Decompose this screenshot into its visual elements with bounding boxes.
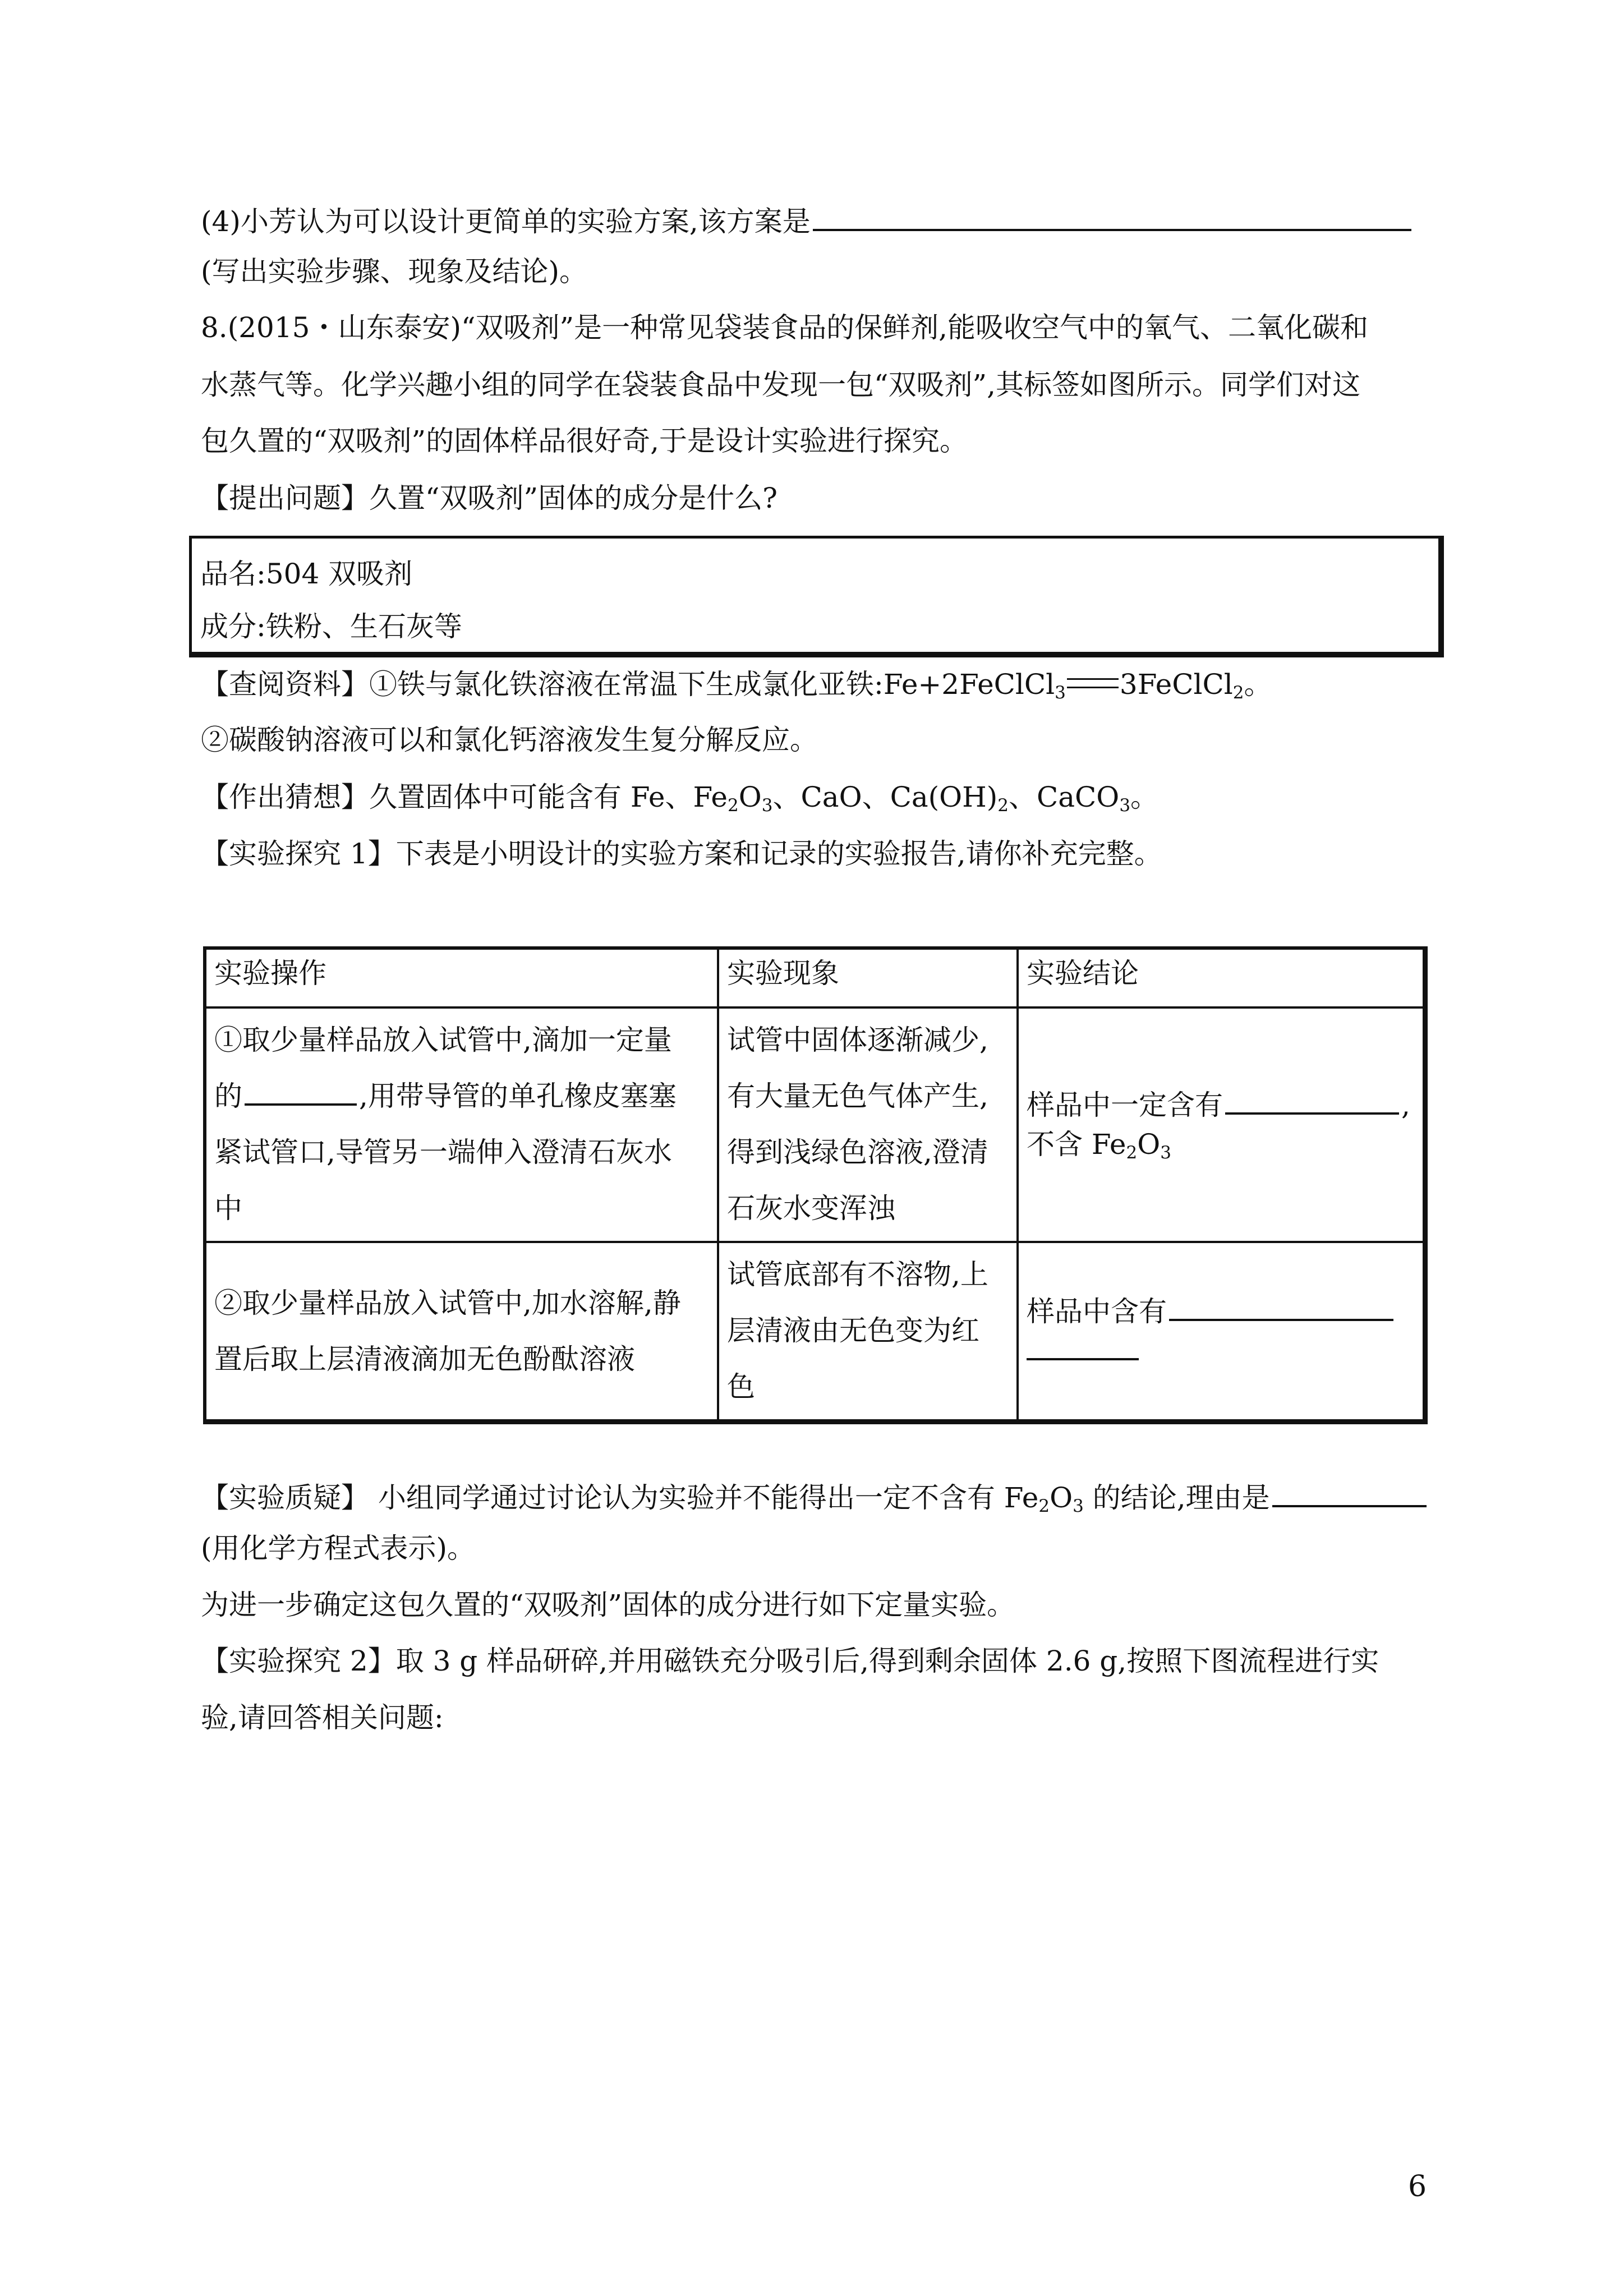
header-conclusion: 实验结论 — [1018, 948, 1425, 1007]
q8-question: 【提出问题】久置“双吸剂”固体的成分是什么? — [201, 482, 778, 514]
row2-phenomenon: 试管底部有不溶物,上 层清液由无色变为红 色 — [718, 1242, 1018, 1422]
explore-1-intro: 【实验探究 1】下表是小明设计的实验方案和记录的实验报告,请你补充完整。 — [201, 838, 1162, 870]
page-number: 6 — [1408, 2170, 1427, 2203]
table-row — [205, 1242, 1425, 1422]
explore-2-line-1: 【实验探究 2】取 3 g 样品研碎,并用磁铁充分吸引后,得到剩余固体 2.6 g,按照下图流程进行实 — [201, 1645, 1379, 1677]
conclusion-blank[interactable] — [1225, 1084, 1399, 1115]
row2-operation: ②取少量样品放入试管中,加水溶解,静 置后取上层清液滴加无色酚酞溶液 — [205, 1242, 718, 1422]
q8-intro-1: 8.(2015・山东泰安)“双吸剂”是一种常见袋装食品的保鲜剂,能吸收空气中的氧气、二氧化碳和 — [201, 311, 1368, 344]
q4-line — [201, 201, 1414, 236]
reaction-equation: Fe+2FeClCl$_3$ 3FeClCl$_2$ — [883, 668, 1244, 703]
table-header-row — [205, 948, 1425, 1007]
row1-conclusion: 样品中一定含有 , 不含 $Fe_2O_3$ — [1018, 1007, 1425, 1242]
conclusion-blank-2[interactable] — [1169, 1291, 1393, 1321]
doubt-cont: (用化学方程式表示)。 — [201, 1532, 476, 1565]
label-composition: 成分:铁粉、生石灰等 — [200, 610, 462, 643]
conclusion-blank-2-cont[interactable] — [1027, 1330, 1139, 1360]
row1-operation: ①取少量样品放入试管中,滴加一定量 的 ,用带导管的单孔橡皮塞塞 紧试管口,导管另一端伸入澄清石灰水 中 — [205, 1007, 718, 1242]
hypothesis: 【作出猜想】久置固体中可能含有 Fe、$Fe_2O_3$、CaO、$Ca(OH)_2$、CaCO$_3$。 — [201, 781, 1159, 816]
reagent-blank[interactable] — [245, 1075, 357, 1106]
reference-2: ②碳酸钠溶液可以和氯化钙溶液发生复分解反应。 — [201, 724, 818, 756]
q8-intro-2: 水蒸气等。化学兴趣小组的同学在袋装食品中发现一包“双吸剂”,其标签如图所示。同学们对这 — [201, 369, 1361, 401]
row2-conclusion: 样品中含有 — [1018, 1242, 1425, 1422]
q4-cont: (写出实验步骤、现象及结论)。 — [201, 255, 588, 288]
reason-blank[interactable] — [1272, 1477, 1427, 1507]
explore-2-line-2: 验,请回答相关问题: — [201, 1701, 444, 1734]
table-row — [205, 1007, 1425, 1242]
equals-sign — [1067, 678, 1119, 688]
header-operation: 实验操作 — [205, 948, 718, 1007]
row1-phenomenon: 试管中固体逐渐减少, 有大量无色气体产生, 得到浅绿色溶液,澄清 石灰水变浑浊 — [718, 1007, 1018, 1242]
answer-blank[interactable] — [813, 201, 1411, 231]
q4-text-main: (4)小芳认为可以设计更简单的实验方案,该方案是 — [201, 205, 811, 238]
q8-intro-3: 包久置的“双吸剂”的固体样品很好奇,于是设计实验进行探究。 — [201, 425, 968, 457]
further-text: 为进一步确定这包久置的“双吸剂”固体的成分进行如下定量实验。 — [201, 1589, 1015, 1621]
experiment-table — [203, 946, 1428, 1424]
doubt-line: 【实验质疑】 小组同学通过讨论认为实验并不能得出一定不含有 $Fe_2O_3$ 的结论,理由是 — [201, 1477, 1429, 1512]
product-label — [189, 536, 1444, 657]
header-phenomenon: 实验现象 — [718, 948, 1018, 1007]
reference-1: 【查阅资料】①铁与氯化铁溶液在常温下生成氯化亚铁:Fe+2FeClCl$_3$ 3FeClCl$_2$。 — [201, 668, 1272, 703]
label-name: 品名:504 双吸剂 — [200, 558, 413, 590]
reference-1-text: 【查阅资料】①铁与氯化铁溶液在常温下生成氯化亚铁: — [201, 668, 884, 701]
